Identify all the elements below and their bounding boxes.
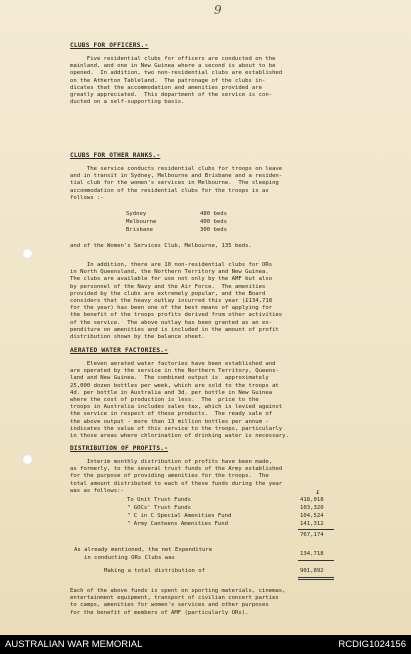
- water-paragraph: Eleven aerated water factories have been established and are operated by the service in the Northern Territory, Queens- land and New Guinea. The combined output is approximately 25,000 dozen bottles per week, which are sold to the troops at 4d. per bottle in Australia and 3d. per bottle in New Guinea where the cost of production is less. The price to the troops in Australia includes sales tax, which is levied against the service in respect of these products. The ready sale of the above output - more than 13 million bottles per annum - indicates the value of this service to the troops, particularly in those areas where chlorination of drinking water is necessary.: [70, 361, 289, 440]
- profits-paragraph: Interim monthly distribution of profits have been made, as formerly, to the several trust funds of the Army established for the purpose of providing amenities for the troops. The total amount distributed to each of these funds during the year was as follows:-: [70, 459, 283, 494]
- fund-label: " GOCs' Trust Funds: [127, 505, 191, 511]
- total-label: Making a total distribution of: [104, 568, 206, 574]
- fund-amount: 104,524: [300, 513, 324, 519]
- beds-count: 480 beds: [200, 211, 227, 217]
- beds-count: 400 beds: [200, 219, 227, 225]
- clubs-amount: 134,718: [300, 551, 324, 557]
- other-ranks-paragraph-2: In addition, there are 10 non-residential clubs for ORs in North Queensland, the Northern Territory and New Guinea. The clubs are available for use not only by the AMF but also by personnel of the Navy and the Air Force. The amenities provided by the clubs are extremely popular, and the Board considers that the heavy outlay incurred this year (£134,718 for the year) has been one of the best means of applying for the benefit of the troops profits derived from other activities of the service. The above outlay has been granted as an ex- penditure on amenities and is included in the amount of profit distribution shown by the balance sheet.: [70, 262, 283, 341]
- punch-hole: [22, 248, 33, 259]
- punch-hole: [22, 454, 33, 465]
- fund-label: " Army Canteens Amenities Fund: [127, 521, 229, 527]
- page-number: 9: [214, 3, 222, 17]
- beds-city: Melbourne: [126, 219, 157, 225]
- clubs-expenditure-line-2: in conducting ORs Clubs was: [84, 555, 175, 561]
- total-double-rule: [298, 577, 334, 578]
- fund-amount: 103,320: [300, 505, 324, 511]
- officers-heading: CLUBS FOR OFFICERS.-: [70, 42, 149, 49]
- subtotal-amount: 767,174: [300, 532, 324, 538]
- other-ranks-paragraph: The service conducts residential clubs for troops on leave and in transit in Sydney, Melbourne and Brisbane and a residen- tial club for the women's services in Melbourne. The sleeping accommodation of the residential clubs for the troops is as follows :-: [70, 166, 283, 201]
- total-rule: [298, 560, 334, 561]
- total-amount: 901,892: [300, 568, 324, 574]
- beds-city: Sydney: [126, 211, 147, 217]
- total-double-rule: [298, 579, 334, 580]
- beds-city: Brisbane: [126, 227, 153, 233]
- fund-amount: 141,312: [300, 521, 324, 527]
- womens-club-line: and of the Women's Services Club, Melbourne, 135 beds.: [70, 243, 252, 249]
- other-ranks-heading: CLUBS FOR OTHER RANKS.-: [70, 152, 161, 159]
- footer-record-id: RCDIG1024156: [338, 639, 406, 650]
- fund-label: To Unit Trust Funds: [127, 497, 191, 503]
- closing-paragraph: Each of the above funds is spent on sporting materials, cinemas, entertainment equipment, transport of civilian concert parties to camps, amenities for women's services and other purposes for the benefit of members of AMF (particularly ORs).: [70, 588, 286, 616]
- clubs-expenditure-line-1: As already mentioned, the net Expenditure: [74, 547, 213, 553]
- water-heading: AERATED WATER FACTORIES.-: [70, 347, 169, 354]
- fund-amount: 418,018: [300, 497, 324, 503]
- profits-heading: DISTRIBUTION OF PROFITS.-: [70, 445, 169, 452]
- subtotal-rule: [298, 529, 334, 530]
- officers-paragraph: Five residential clubs for officers are conducted on the mainland, and one in New Guinea where a second is about to be opened. In addition, two non-residential clubs are established on the Atherton Tableland. The patronage of the clubs in- dicates that the accommodation and amenities provided are greatly appreciated. This department of the service is con- ducted on a self-supporting basis.: [70, 56, 283, 106]
- currency-symbol: £: [316, 490, 320, 496]
- footer-institution: AUSTRALIAN WAR MEMORIAL: [5, 639, 143, 650]
- archive-footer: [0, 635, 411, 654]
- fund-label: " C in C Special Amenities Fund: [127, 513, 232, 519]
- beds-count: 300 beds: [200, 227, 227, 233]
